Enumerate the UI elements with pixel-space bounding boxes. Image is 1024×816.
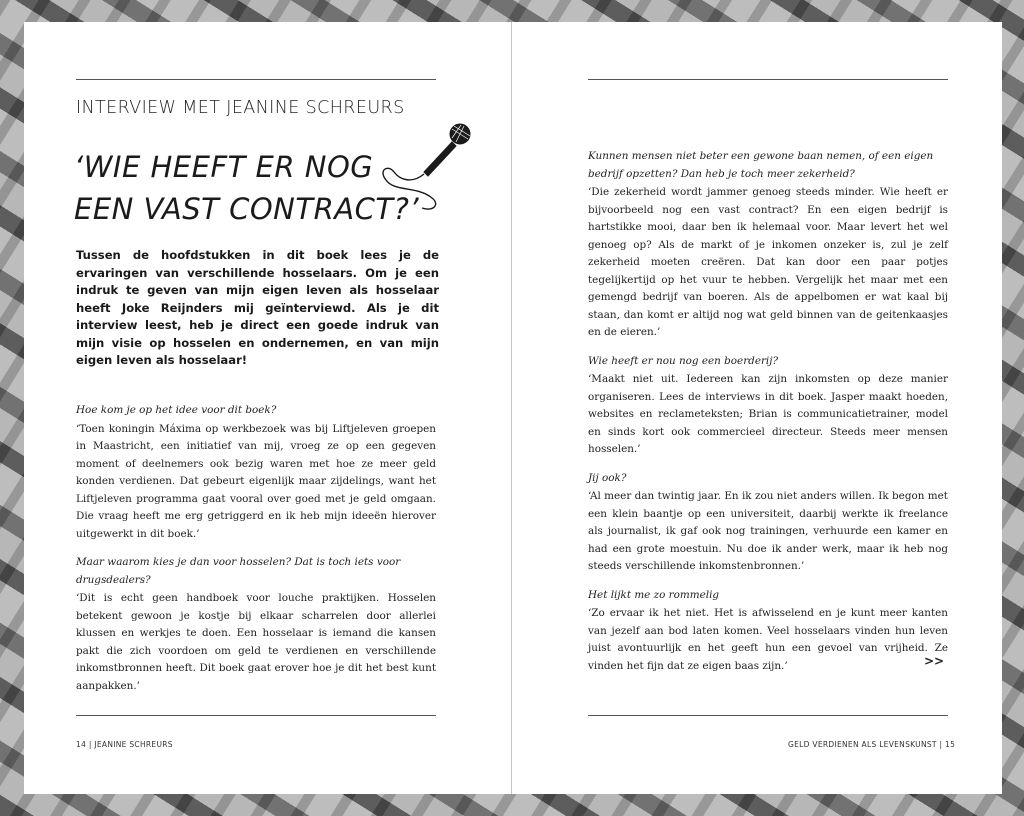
continue-arrows: >>: [924, 654, 945, 668]
question-2: Maar waarom kies je dan voor hosselen? Dat is toch iets voor drugsdealers?: [76, 556, 401, 586]
right-folio: GELD VERDIENEN ALS LEVENSKUNST | 15: [788, 740, 956, 749]
headline-line-1: ‘WIE HEEFT ER NOG: [74, 150, 374, 184]
answer-2: ‘Dit is echt geen handboek voor louche praktijken. Hosselen betekent gewoon je kostje bij elkaar scharrelen door allerlei klussen en werkjes te doen. Een hosselaar is iemand die kansen pakt die zich voordoen om geld te verdienen en verschillende inkomstbronnen heeft. Dit boek gaat erover hoe je dit het best kunt aanpakken.’: [76, 592, 436, 692]
interview-intro: Tussen de hoofdstukken in dit boek lees je de ervaringen van verschillende hosselaars. Om je een indruk te geven van mijn eigen leven als hosselaar heeft Joke Reijnders mij geïnterviewd. Als je dit interview leest, heb je direct een goede indruk van mijn visie op hosselen en ondernemen, en van mijn eigen leven als hosselaar!: [76, 248, 439, 367]
interview-kicker: INTERVIEW MET JEANINE SCHREURS: [76, 98, 405, 118]
answer-3: ‘Die zekerheid wordt jammer genoeg steeds minder. Wie heeft er bijvoorbeeld nog een vast contract? En een eigen bedrijf is hartstikke mooi, daar ben ik helemaal voor. Maar levert het wel genoeg op? Als de markt of je inkomen onzeker is, zul je zelf zekerheid moeten creëren. Dat kan door een paar potjes tegelijkertijd op het vuur te hebben. Vergelijk het maar met een gemengd bedrijf van boeren. Als de appelbomen er wat kaal bij staan, dan komt er altijd nog wat geld binnen van de geitenkaasjes en de eieren.’: [588, 186, 948, 338]
microphone-icon: [372, 100, 482, 220]
question-3: Kunnen mensen niet beter een gewone baan nemen, of een eigen bedrijf opzetten? Dan heb je toch meer zekerheid?: [588, 150, 934, 180]
question-6: Het lijkt me zo rommelig: [588, 588, 720, 601]
left-folio: 14 | JEANINE SCHREURS: [76, 740, 173, 749]
left-bottom-rule: [76, 715, 436, 716]
answer-1: ‘Toen koningin Máxima op werkbezoek was bij Liftjeleven groepen in Maastricht, een initiatief van mij, vroeg ze op een gegeven moment of deelnemers ook bezig waren met hoe ze meer geld konden verdienen. Dat gebeurt eigenlijk maar zijdelings, want het Liftjeleven programma gaat vooral over goed met je geld omgaan. Die vraag heeft me erg getriggerd en ik heb mijn ideeën hierover uitgewerkt in dit boek.’: [76, 422, 436, 540]
question-4: Wie heeft er nou nog een boerderij?: [588, 354, 779, 367]
right-top-rule: [588, 79, 948, 80]
left-qa-section: [76, 402, 436, 706]
question-1: Hoe kom je op het idee voor dit boek?: [76, 404, 277, 416]
answer-4: ‘Maakt niet uit. Iedereen kan zijn inkomsten op deze manier organiseren. Lees de interviews in dit boek. Jasper maakt hoeden, websites en reclameteksten; Brian is communicatietrainer, model en sinds kort ook commercieel directeur. Steeds meer mensen hosselen.’: [588, 373, 948, 455]
headline-line-2: EEN VAST CONTRACT?’: [74, 192, 420, 226]
answer-5: ‘Al meer dan twintig jaar. En ik zou niet anders willen. Ik begon met een klein baantje op een universiteit, daarbij werkte ik freelance als journalist, ik gaf ook nog trainingen, verhuurde een kamer en had een grote moestuin. Nu doe ik ander werk, maar ik heb nog steeds verschillende inkomstenbronnen.’: [588, 490, 948, 572]
question-5: Jij ook?: [588, 471, 627, 484]
answer-6: ‘Zo ervaar ik het niet. Het is afwisselend en je kunt meer kanten van jezelf aan bod laten komen. Veel hosselaars vinden hun leven juist avontuurlijk en het geeft hun een gevoel van vrijheid. Ze vinden het fijn dat ze eigen baas zijn.’: [588, 607, 948, 672]
right-bottom-rule: [588, 715, 948, 716]
left-top-rule: [76, 79, 436, 80]
right-qa-section: [588, 148, 948, 686]
book-gutter: [511, 22, 512, 794]
